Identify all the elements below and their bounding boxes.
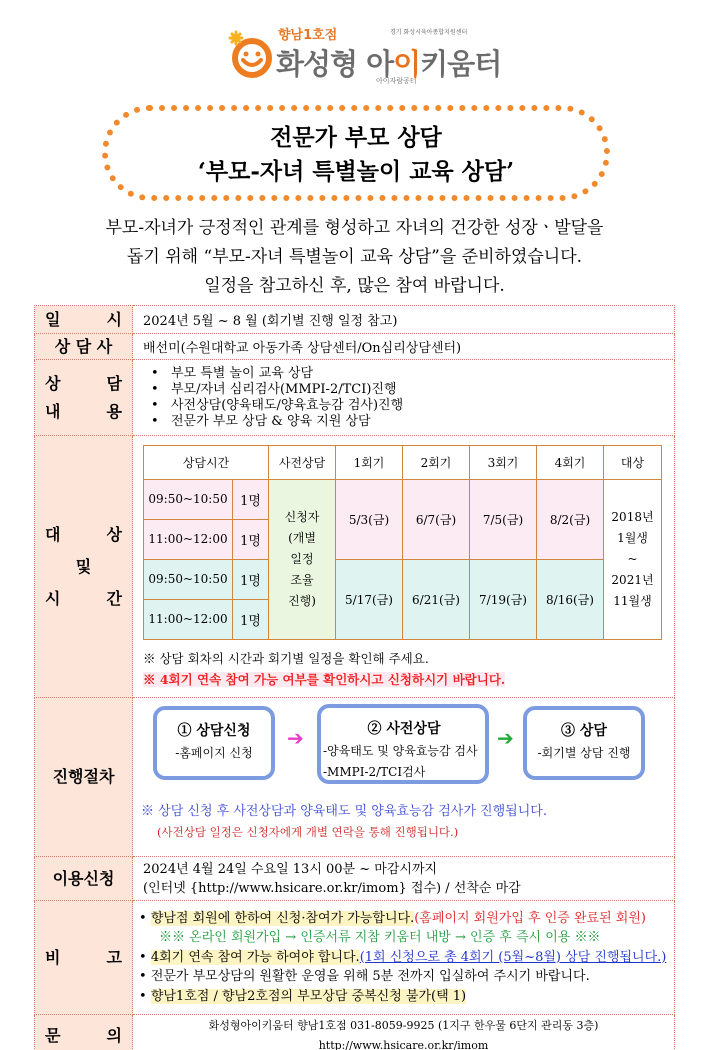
content-item: • 부모/자녀 심리검사(MMPI-2/TCI)진행 xyxy=(151,382,674,398)
slot-count: 1명 xyxy=(233,519,269,559)
schedule-warning: ※ 4회기 연속 참여 가능 여부를 확인하시고 신청하시기 바랍니다. xyxy=(143,671,506,687)
content-item: • 전문가 부모 상담 & 양육 지원 상담 xyxy=(151,414,674,430)
step-apply: ① 상담신청 -홈페이지 신청 xyxy=(153,706,275,780)
schedule-table xyxy=(143,445,662,640)
session-date: 7/19(금) xyxy=(470,559,537,639)
slot-count: 1명 xyxy=(233,599,269,639)
value-content xyxy=(133,360,675,436)
intro-line: 일정을 참고하신 후, 많은 참여 바랍니다. xyxy=(204,276,505,296)
label-target: 대 상 및 시 간 xyxy=(35,436,133,698)
session-date: 5/17(금) xyxy=(336,559,403,639)
schedule-note: ※ 상담 회차의 시간과 회기별 일정을 확인해 주세요. xyxy=(143,650,429,666)
session-date: 6/7(금) xyxy=(403,479,470,559)
value-apply: 2024년 4월 24일 수요일 13시 00분 ~ 마감시까지 (인터넷 {http://www.hsicare.or.kr/imom} 접수) / 선착순 마감 xyxy=(133,857,675,901)
value-counselor: 배선미(수원대학교 아동가족 상담센터/On심리상담센터) xyxy=(133,334,675,360)
header-s4: 4회기 xyxy=(537,445,604,479)
header-s3: 3회기 xyxy=(470,445,537,479)
arrow-right-icon: ➔ xyxy=(287,726,304,750)
step-pre-counsel: ② 사전상담 -양육태도 및 양육효능감 검사 -MMPI-2/TCI검사 xyxy=(317,704,489,784)
intro-text xyxy=(40,214,669,301)
content-item: • 사전상담(양육태도/양육효능감 검사)진행 xyxy=(151,398,674,414)
value-procedure xyxy=(133,698,675,857)
row-content xyxy=(35,360,675,436)
session-date: 6/21(금) xyxy=(403,559,470,639)
row-procedure xyxy=(35,698,675,857)
remark-item: • 4회기 연속 참여 가능 하여야 합니다.(1회 신청으로 총 4회기 (5월~8월) 상담 진행됩니다.) xyxy=(139,949,667,965)
row-date xyxy=(35,306,675,334)
session-date: 8/16(금) xyxy=(537,559,604,639)
info-table xyxy=(34,305,675,1050)
arrow-right-icon: ➔ xyxy=(497,726,514,750)
logo xyxy=(228,22,502,88)
remark-item: ※※ 온라인 회원가입 → 인증서류 지참 키움터 내방 → 인증 후 즉시 이용 ※※ xyxy=(159,930,601,946)
page-title: 전문가 부모 상담 xyxy=(270,124,442,151)
sun-logo-icon xyxy=(228,30,278,80)
step-counsel: ③ 상담 -회기별 상담 진행 xyxy=(523,706,645,780)
pre-counsel-cell: 신청자 (개별 일정 조율 진행) xyxy=(269,479,336,639)
label-date: 일 시 xyxy=(35,306,133,334)
remark-item: • 향남1호점 / 향남2호점의 부모상담 중복신청 불가(택 1) xyxy=(139,988,467,1004)
logo-branch: 향남1호점 xyxy=(278,28,338,43)
label-remarks: 비 고 xyxy=(35,901,133,1015)
session-date: 8/2(금) xyxy=(537,479,604,559)
value-remarks xyxy=(133,901,675,1015)
title-box xyxy=(102,105,610,201)
logo-name: 화성형 아이키움터 xyxy=(276,47,502,81)
value-contact: 화성형아이키움터 향남1호점 031-8059-9925 (1지구 한우물 6단지 관리동 3층) http://www.hsicare.or.kr/imom xyxy=(133,1015,675,1050)
header-pre: 사전상담 xyxy=(269,445,336,479)
row-remarks xyxy=(35,901,675,1015)
logo-tagline: 아이자람공터 xyxy=(376,77,417,85)
slot-count: 1명 xyxy=(233,479,269,519)
label-contact: 문 의 xyxy=(35,1015,133,1050)
row-target xyxy=(35,436,675,698)
value-date: 2024년 5월 ~ 8 월 (회기별 진행 일정 참고) xyxy=(133,306,675,334)
value-target xyxy=(133,436,675,698)
logo-org: 경기 화성시육아종합지원센터 xyxy=(390,29,468,36)
content-item: • 부모 특별 놀이 교육 상담 xyxy=(151,366,674,382)
page-subtitle: ‘부모-자녀 특별놀이 교육 상담’ xyxy=(197,158,515,185)
header-s2: 2회기 xyxy=(403,445,470,479)
remark-item: • 전문가 부모상담의 원활한 운영을 위해 5분 전까지 입실하여 주시기 바랍니다. xyxy=(139,969,590,985)
procedure-subnote: (사전상담 일정은 신청자에게 개별 연락을 통해 진행됩니다.) xyxy=(157,825,459,839)
row-contact xyxy=(35,1015,675,1050)
label-counselor: 상 담 사 xyxy=(35,334,133,360)
label-content: 상 담 내 용 xyxy=(35,360,133,436)
header-time: 상담시간 xyxy=(144,445,269,479)
label-procedure: 진행절차 xyxy=(35,698,133,857)
procedure-flow xyxy=(133,698,674,856)
remark-item: • 향남점 회원에 한하여 신청·참여가 가능합니다.(홈페이지 회원가입 후 인증 완료된 회원) xyxy=(139,910,646,926)
slot-time: 11:00~12:00 xyxy=(144,599,233,639)
slot-time: 09:50~10:50 xyxy=(144,479,233,519)
intro-line: 돕기 위해 “부모-자녀 특별놀이 교육 상담”을 준비하였습니다. xyxy=(126,247,583,267)
label-apply: 이용신청 xyxy=(35,857,133,901)
slot-count: 1명 xyxy=(233,559,269,599)
slot-time: 09:50~10:50 xyxy=(144,559,233,599)
header-s1: 1회기 xyxy=(336,445,403,479)
session-date: 7/5(금) xyxy=(470,479,537,559)
target-age-cell: 2018년 1월생 ~ 2021년 11월생 xyxy=(604,479,662,639)
intro-line: 부모-자녀가 긍정적인 관계를 형성하고 자녀의 건강한 성장ㆍ발달을 xyxy=(105,218,604,238)
session-date: 5/3(금) xyxy=(336,479,403,559)
procedure-note: ※ 상담 신청 후 사전상담과 양육태도 및 양육효능감 검사가 진행됩니다. xyxy=(141,804,547,819)
row-apply xyxy=(35,857,675,901)
header-who: 대상 xyxy=(604,445,662,479)
row-counselor xyxy=(35,334,675,360)
slot-time: 11:00~12:00 xyxy=(144,519,233,559)
contact-url[interactable]: http://www.hsicare.or.kr/imom xyxy=(318,1038,489,1050)
